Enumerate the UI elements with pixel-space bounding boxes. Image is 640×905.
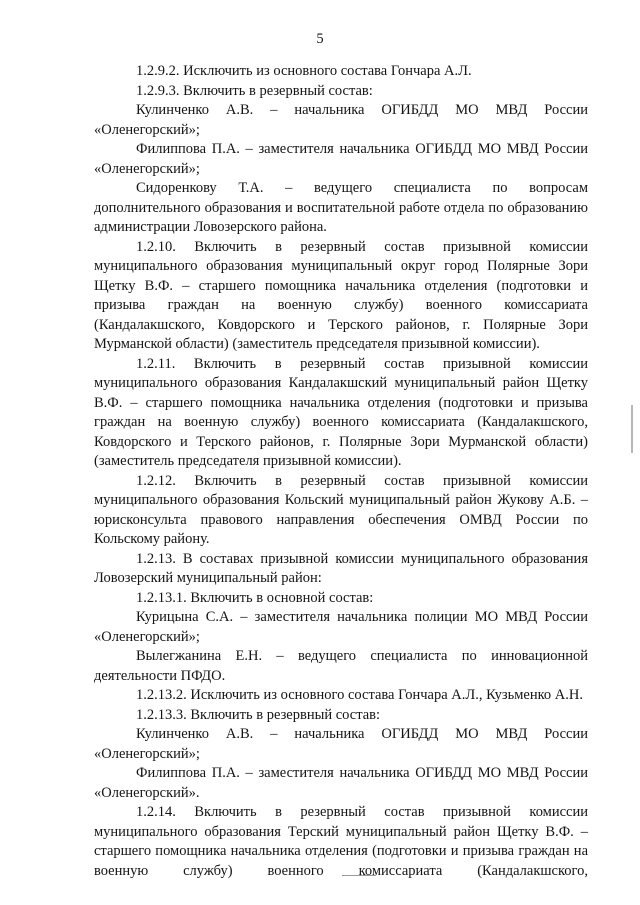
paragraph: 1.2.13.1. Включить в основной состав: (136, 589, 374, 606)
paragraph: Сидоренкову Т.А. – ведущего специалиста по вопросам дополнительного образования и воспитательной работе отдела по образованию администрации Ловозерского района. (94, 180, 588, 235)
document-body (94, 62, 588, 881)
paragraph: Кулинченко А.В. – начальника ОГИБДД МО МВД России «Оленегорский»; (94, 726, 588, 762)
paragraph: Кулинченко А.В. – начальника ОГИБДД МО МВД России «Оленегорский»; (94, 102, 588, 138)
scan-edge-mark (631, 405, 633, 453)
paragraph: 1.2.9.2. Исключить из основного состава Гончара А.Л. (136, 63, 472, 79)
paragraph: Вылегжанина Е.Н. – ведущего специалиста по инновационной деятельности ПФДО. (94, 648, 588, 684)
paragraph: 1.2.10. Включить в резервный состав призывной комиссии муниципального образования муниципальный округ город Полярные Зори Щетку В.Ф. – старшего помощника начальника отделения (подготовки и призыва граждан на военную службу) военного комиссариата (Кандалакшского, Ковдорского и Терского районов, г. Полярные Зори Мурманской области) (заместитель председателя призывной комиссии). (94, 238, 588, 352)
paragraph: 1.2.12. Включить в резервный состав призывной комиссии муниципального образования Кольский муниципальный район Жукову А.Б. – юрисконсульта правового направления обеспечения ОМВД России по Кольскому району. (94, 472, 588, 547)
paragraph: Филиппова П.А. – заместителя начальника ОГИБДД МО МВД России «Оленегорский». (94, 765, 588, 801)
paragraph: 1.2.13.3. Включить в резервный состав: (136, 706, 381, 723)
paragraph: Филиппова П.А. – заместителя начальника ОГИБДД МО МВД России «Оленегорский»; (94, 141, 588, 177)
paragraph: 1.2.9.3. Включить в резервный состав: (136, 82, 373, 99)
paragraph: 1.2.11. Включить в резервный состав призывной комиссии муниципального образования Кандалакшский муниципальный район Щетку В.Ф. – старшего помощника начальника отделения (подготовки и призыва граждан на военную службу) военного комиссариата (Кандалакшского, Ковдорского и Терского районов, г. Полярные Зори Мурманской области) (заместитель председателя призывной комиссии). (94, 355, 588, 469)
paragraph: 1.2.13.2. Исключить из основного состава Гончара А.Л., Кузьменко А.Н. (136, 687, 583, 703)
paragraph: 1.2.13. В составах призывной комиссии муниципального образования Ловозерский муниципальный район: (94, 550, 588, 586)
paragraph: Курицына С.А. – заместителя начальника полиции МО МВД России «Оленегорский»; (94, 609, 588, 645)
footer-line (342, 875, 376, 876)
paragraph: 1.2.14. Включить в резервный состав призывной комиссии муниципального образования Терский муниципальный район Щетку В.Ф. – старшего помощника начальника отделения (подготовки и призыва граждан на военную службу) военного комиссариата (Кандалакшского, (94, 804, 588, 879)
page-number: 5 (316, 31, 324, 47)
